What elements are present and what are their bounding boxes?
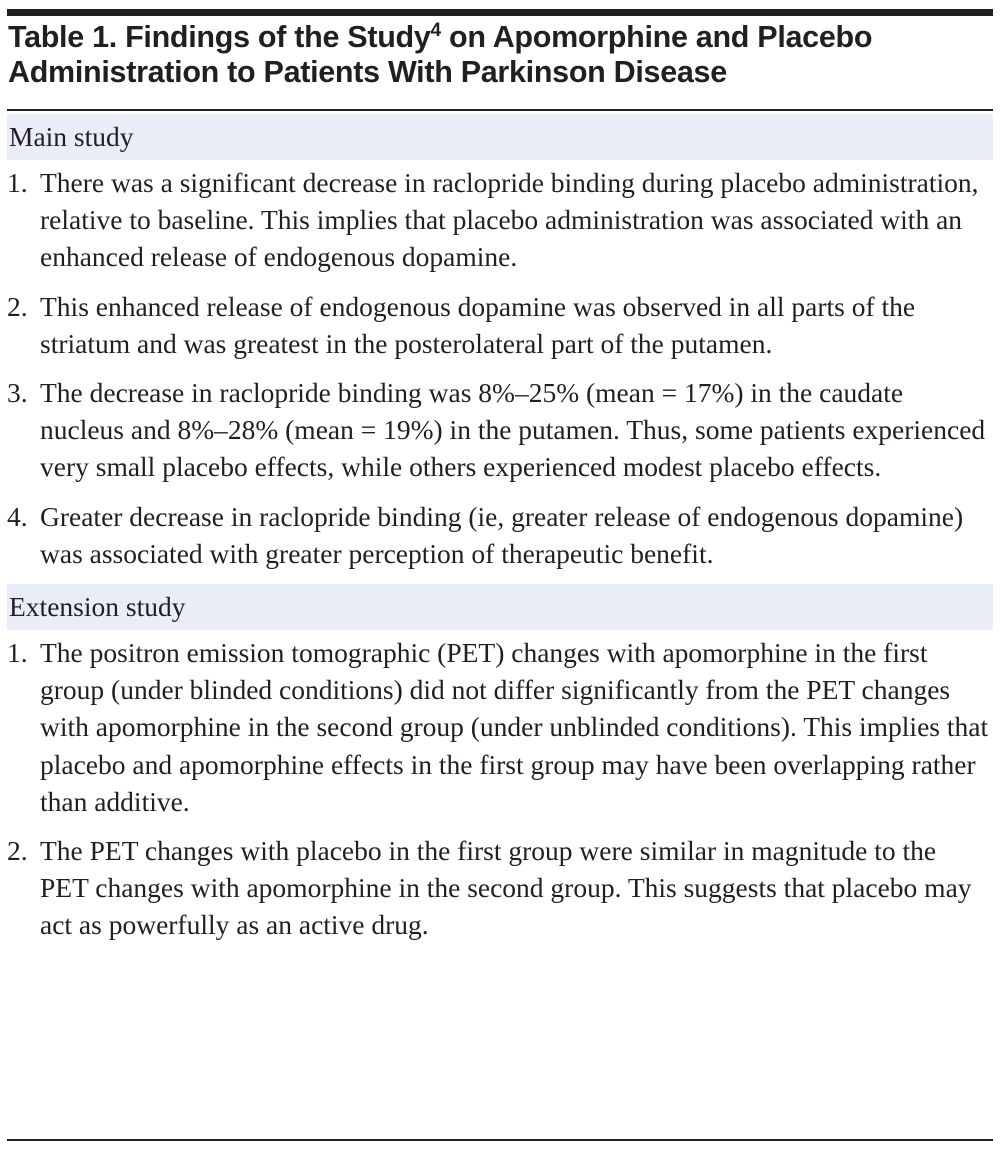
item-number: 2. xyxy=(7,835,28,867)
item-text: This enhanced release of endogenous dopamine was observed in all parts of the striatum and was greatest in the posterolateral part of the putamen. xyxy=(40,290,916,359)
title-text: Table 1. Findings of the Study xyxy=(8,20,431,54)
item-text: There was a significant decrease in raclopride binding during placebo administration, relative to baseline. This implies that placebo administration was associated with an enhanced release of endogenous dopamine. xyxy=(40,167,979,273)
table-body xyxy=(7,114,993,956)
bottom-rule xyxy=(7,1139,993,1141)
item-number: 3. xyxy=(7,377,28,409)
top-rule xyxy=(7,9,993,16)
list-item xyxy=(7,634,993,820)
item-number: 1. xyxy=(7,167,28,198)
item-number: 2. xyxy=(7,290,28,322)
item-number: 1. xyxy=(7,637,28,669)
list-item xyxy=(7,374,993,486)
title-rule xyxy=(7,109,993,111)
item-text: The PET changes with placebo in the first group were similar in magnitude to the PET changes with apomorphine in the second group. This suggests that placebo may act as powerfully as an active drug. xyxy=(40,835,972,941)
extension-study-list xyxy=(7,634,993,944)
list-item xyxy=(7,832,993,944)
section-heading-extension-study: Extension study xyxy=(7,584,993,630)
table-title xyxy=(8,20,998,90)
main-study-list xyxy=(7,164,993,572)
item-text: Greater decrease in raclopride binding (ie, greater release of endogenous dopamine) was associated with greater perception of therapeutic benefit. xyxy=(40,500,964,569)
title-text-suffix: on Apomorphine and Placebo Administration to Patients With Parkinson Disease xyxy=(8,20,873,89)
list-item xyxy=(7,498,993,572)
item-text: The decrease in raclopride binding was 8%–25% (mean = 17%) in the caudate nucleus and 8%–28% (mean = 19%) in the putamen. Thus, some patients experienced very small placebo effects, while others experienced modest placebo effects. xyxy=(40,377,986,483)
reference-superscript: 4 xyxy=(430,20,441,41)
item-text: The positron emission tomographic (PET) changes with apomorphine in the first group (under blinded conditions) did not differ significantly from the PET changes with apomorphine in the second group (under unblinded conditions). This implies that placebo and apomorphine effects in the first group may have been overlapping rather than additive. xyxy=(40,637,989,817)
item-number: 4. xyxy=(7,500,28,532)
list-item xyxy=(7,164,993,276)
list-item xyxy=(7,288,993,362)
section-heading-main-study: Main study xyxy=(7,114,993,160)
